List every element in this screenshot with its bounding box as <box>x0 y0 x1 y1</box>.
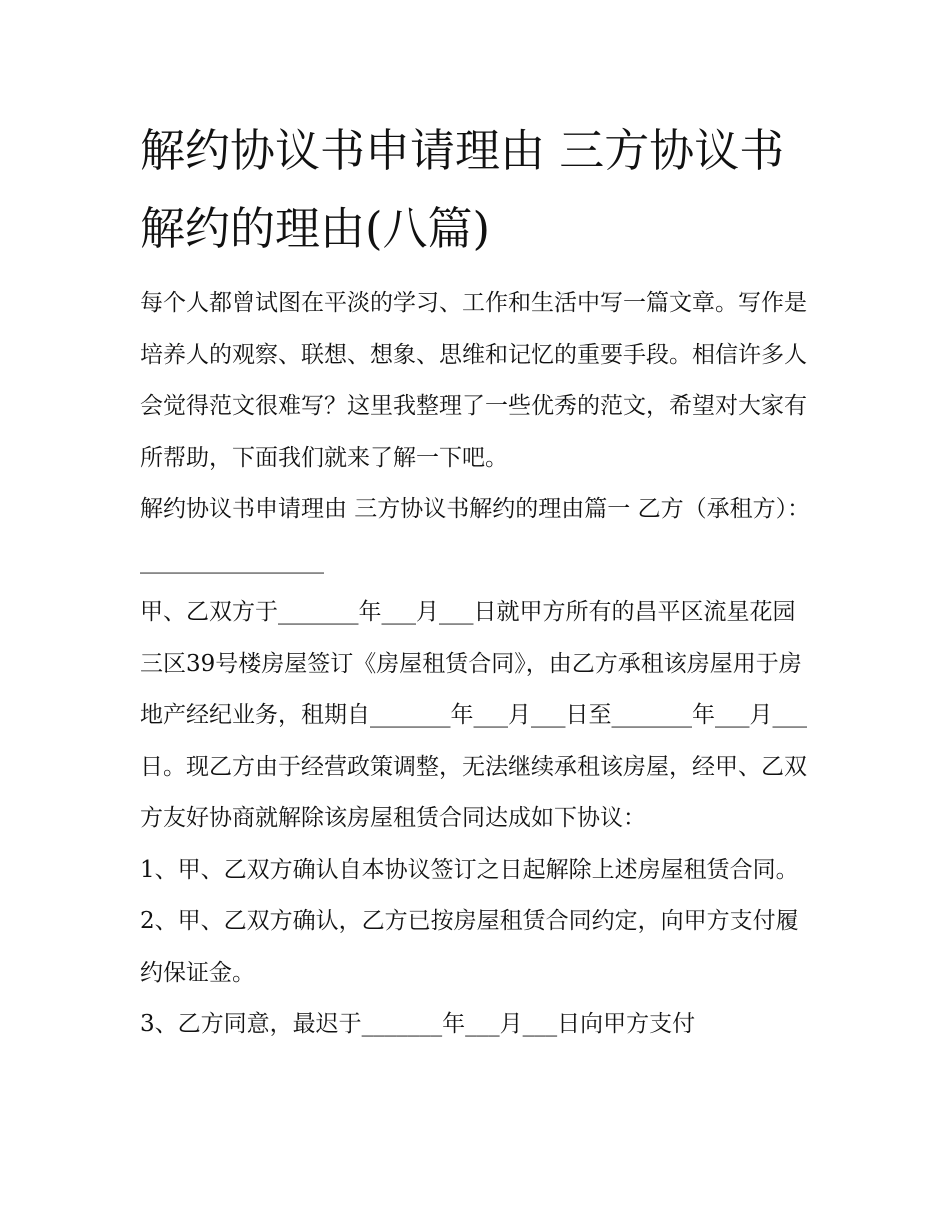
contract-background-paragraph: 甲、乙双方于_______年___月___日就甲方所有的昌平区流星花园三区39号楼房屋签订《房屋租赁合同》，由乙方承租该房屋用于房地产经纪业务，租期自_______年___月___日至_______年___月___日。现乙方由于经营政策调整，无法继续承租该房屋，经甲、乙双方友好协商就解除该房屋租赁合同达成如下协议： <box>140 599 807 831</box>
document-body <box>140 112 812 1051</box>
clause-3-paragraph: 3、乙方同意，最迟于_______年___月___日向甲方支付 <box>140 1011 696 1037</box>
intro-paragraph: 每个人都曾试图在平淡的学习、工作和生活中写一篇文章。写作是培养人的观察、联想、想象、思维和记忆的重要手段。相信许多人会觉得范文很难写？这里我整理了一些优秀的范文，希望对大家有所帮助，下面我们就来了解一下吧。 <box>140 290 807 471</box>
section-heading-paragraph: 解约协议书申请理由 三方协议书解约的理由篇一 乙方（承租方）：________________ <box>140 496 811 574</box>
document-title: 解约协议书申请理由 三方协议书解约的理由(八篇) <box>140 124 785 255</box>
clause-1-2-paragraph: 1、甲、乙双方确认自本协议签订之日起解除上述房屋租赁合同。 2、甲、乙双方确认，乙方已按房屋租赁合同约定，向甲方支付履约保证金。 <box>140 856 799 986</box>
